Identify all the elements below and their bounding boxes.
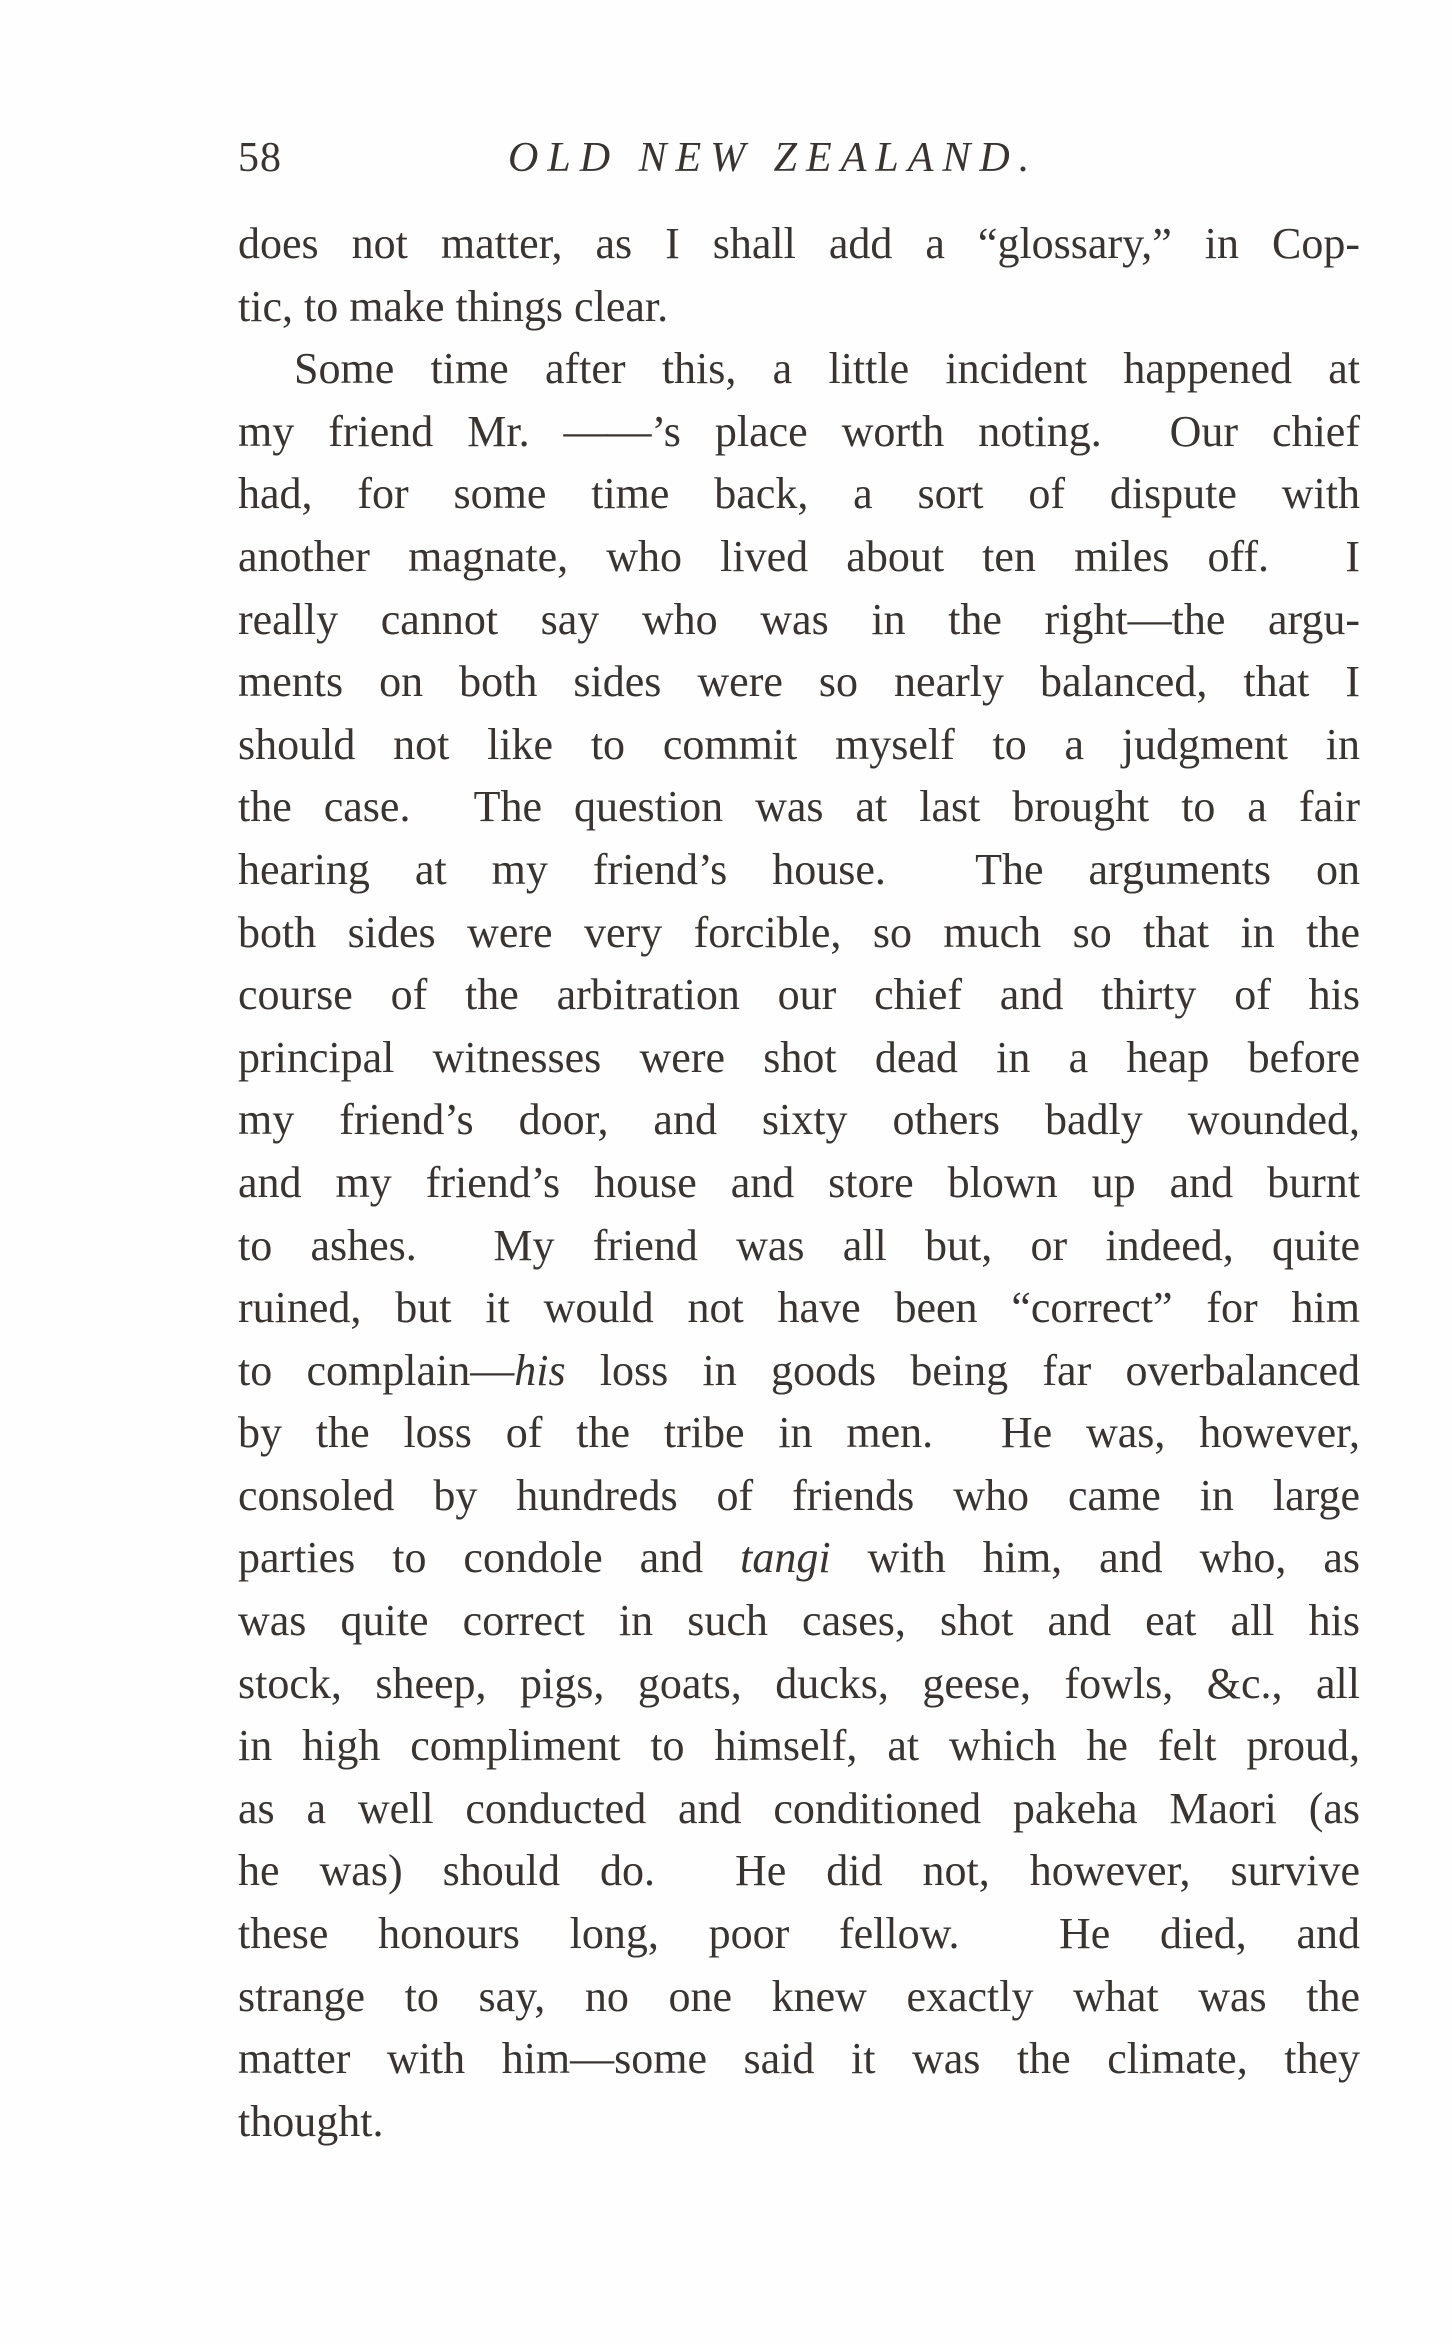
text-fragment: to complain— [238,1345,515,1395]
text-line: by the loss of the tribe in men. He was, however, [238,1408,1360,1458]
text-line: matter with him—some said it was the climate, they [238,2034,1360,2084]
text-line: course of the arbitration our chief and thirty of his [238,970,1360,1020]
text-line: was quite correct in such cases, shot and eat all his [238,1596,1360,1646]
body-text [238,213,1360,2153]
text-line: these honours long, poor fellow. He died, and [238,1909,1360,1959]
text-line: to ashes. My friend was all but, or indeed, quite [238,1220,1360,1270]
text-line: does not matter, as I shall add a “glossary,” in Cop- [238,219,1360,268]
text-line: both sides were very forcible, so much so that in the [238,907,1360,957]
running-head [238,128,1360,188]
text-fragment: parties to condole and [238,1533,741,1583]
text-line: he was) should do. He did not, however, survive [238,1846,1360,1896]
text-line: had, for some time back, a sort of dispute with [238,469,1360,519]
text-line: ruined, but it would not have been “correct” for him [238,1283,1360,1333]
text-line: and my friend’s house and store blown up and burnt [238,1157,1360,1207]
text-line: should not like to commit myself to a judgment in [238,719,1360,769]
text-line: thought. [238,2096,384,2146]
text-line: another magnate, who lived about ten miles off. I [238,531,1360,581]
text-fragment: with him, and who, as [830,1533,1360,1583]
running-title: OLD NEW ZEALAND. [508,135,1039,181]
text-line: ments on both sides were so nearly balanced, that I [238,657,1360,707]
text-line: my friend’s door, and sixty others badly wounded, [238,1095,1360,1145]
text-line: stock, sheep, pigs, goats, ducks, geese, fowls, &c., all [238,1658,1360,1708]
text-line: in high compliment to himself, at which he felt proud, [238,1721,1360,1771]
text-fragment: loss in goods being far overbalanced [565,1345,1360,1395]
text-line: as a well conducted and conditioned pakeha Maori (as [238,1783,1360,1833]
text-line: strange to say, no one knew exactly what was the [238,1971,1360,2021]
text-line: hearing at my friend’s house. The arguments on [238,844,1360,894]
text-line: really cannot say who was in the right—the argu- [238,594,1360,644]
text-line: tic, to make things clear. [238,281,669,331]
text-line: the case. The question was at last brought to a fair [238,782,1360,832]
text-line: consoled by hundreds of friends who came in large [238,1470,1360,1520]
text-line-with-italic [238,1340,1360,1403]
page-number: 58 [238,135,282,181]
text-line: my friend Mr. ——’s place worth noting. Our chief [238,406,1360,456]
text-line: principal witnesses were shot dead in a heap before [238,1032,1360,1082]
text-line-with-italic [238,1527,1360,1590]
italic-word: tangi [740,1533,831,1583]
text-line: Some time after this, a little incident happened at [294,344,1360,394]
italic-word: his [514,1345,566,1395]
